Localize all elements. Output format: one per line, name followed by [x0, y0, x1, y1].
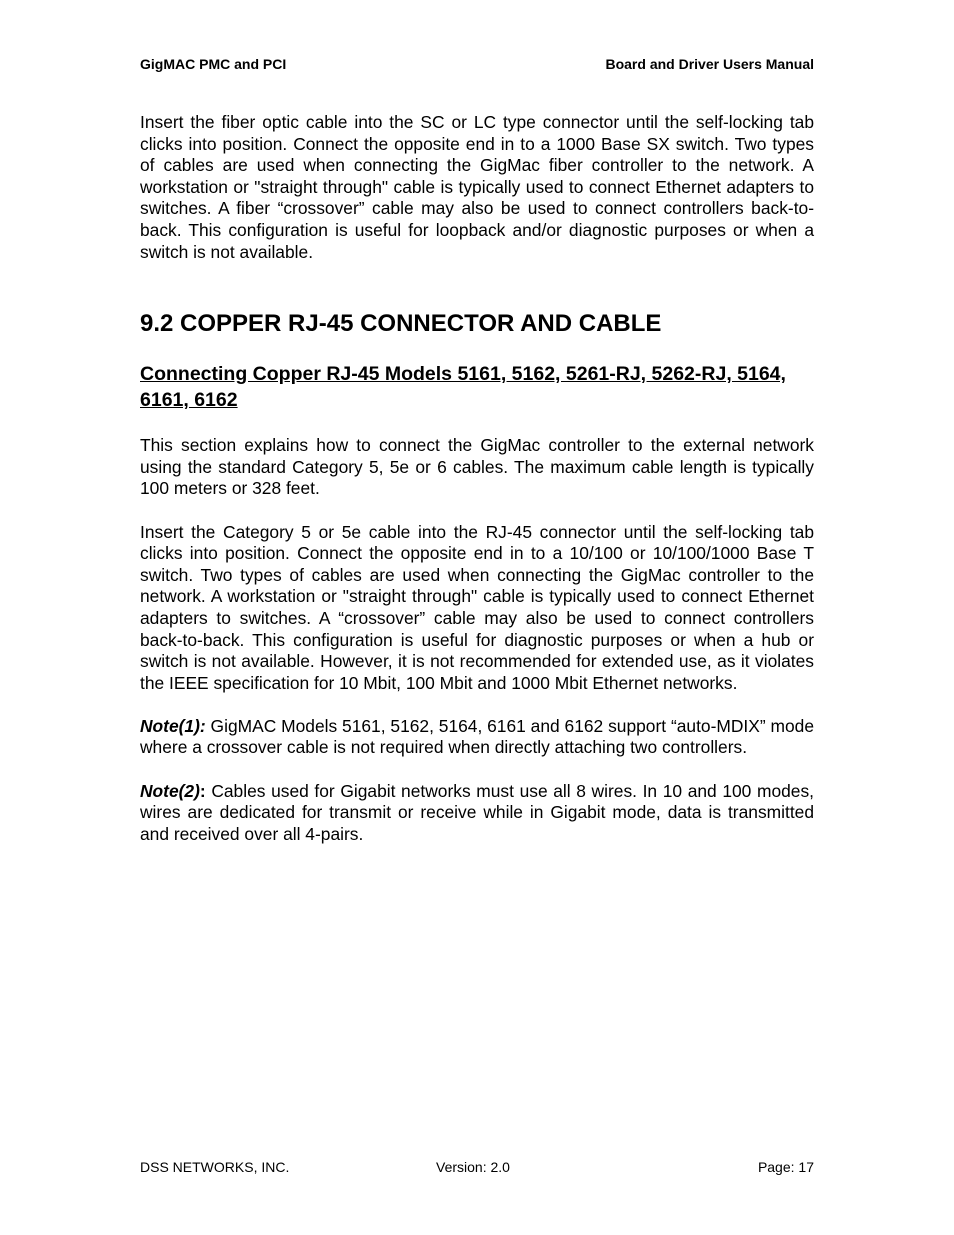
- note-2-text: Cables used for Gigabit networks must use all 8 wires. In 10 and 100 modes, wires are dedicated for transmit or receive while in Gigabit mode, data is transmitted and received over all 4-pairs.: [140, 780, 814, 844]
- note-2-paragraph: [140, 781, 814, 846]
- fiber-intro-paragraph: Insert the fiber optic cable into the SC or LC type connector until the self-locking tab clicks into position. Connect the opposite end in to a 1000 Base SX switch. Two types of cables are used when connecting the GigMac fiber controller to the network. A workstation or "straight through" cable is typically used to connect Ethernet adapters to switches. A fiber “crossover” cable may also be used to connect controllers back-to-back. This configuration is useful for loopback and/or diagnostic purposes or when a switch is not available.: [140, 112, 814, 262]
- header-product-title: GigMAC PMC and PCI: [140, 56, 287, 72]
- page-footer: [140, 1159, 814, 1177]
- page-content: [140, 112, 814, 845]
- header-manual-title: Board and Driver Users Manual: [605, 56, 814, 72]
- section-heading: 9.2 COPPER RJ-45 CONNECTOR AND CABLE: [140, 310, 662, 338]
- note-1-text: GigMAC Models 5161, 5162, 5164, 6161 and 6162 support “auto-MDIX” mode where a crossover cable is not required when directly attaching two controllers.: [140, 715, 814, 758]
- note-1-label: Note(1):: [140, 715, 206, 736]
- page-header: [140, 56, 814, 74]
- subsection-heading: Connecting Copper RJ-45 Models 5161, 5162, 5261-RJ, 5262-RJ, 5164, 6161, 6162: [140, 363, 786, 412]
- note-2-label: Note(2): [140, 780, 200, 801]
- copper-install-paragraph: Insert the Category 5 or 5e cable into the RJ-45 connector until the self-locking tab clicks into position. Connect the opposite end in to a 10/100 or 10/100/1000 Base T switch. Two types of cables are used when connecting the GigMac controller to the network. A workstation or "straight through" cable is typically used to connect Ethernet adapters to switches. A “crossover” cable may also be used to connect controllers back-to-back. This configuration is useful for diagnostic purposes or when a hub or switch is not available. However, it is not recommended for extended use, as it violates the IEEE specification for 10 Mbit, 100 Mbit and 1000 Mbit Ethernet networks.: [140, 521, 814, 693]
- note-2-colon: :: [199, 780, 206, 801]
- footer-page-number: Page: 17: [757, 1159, 814, 1175]
- copper-overview-paragraph: This section explains how to connect the GigMac controller to the external network using the standard Category 5, 5e or 6 cables. The maximum cable length is typically 100 meters or 328 feet.: [140, 435, 814, 499]
- footer-version: Version: 2.0: [436, 1159, 510, 1175]
- note-1-paragraph: [140, 716, 814, 759]
- footer-company: DSS NETWORKS, INC.: [140, 1159, 290, 1175]
